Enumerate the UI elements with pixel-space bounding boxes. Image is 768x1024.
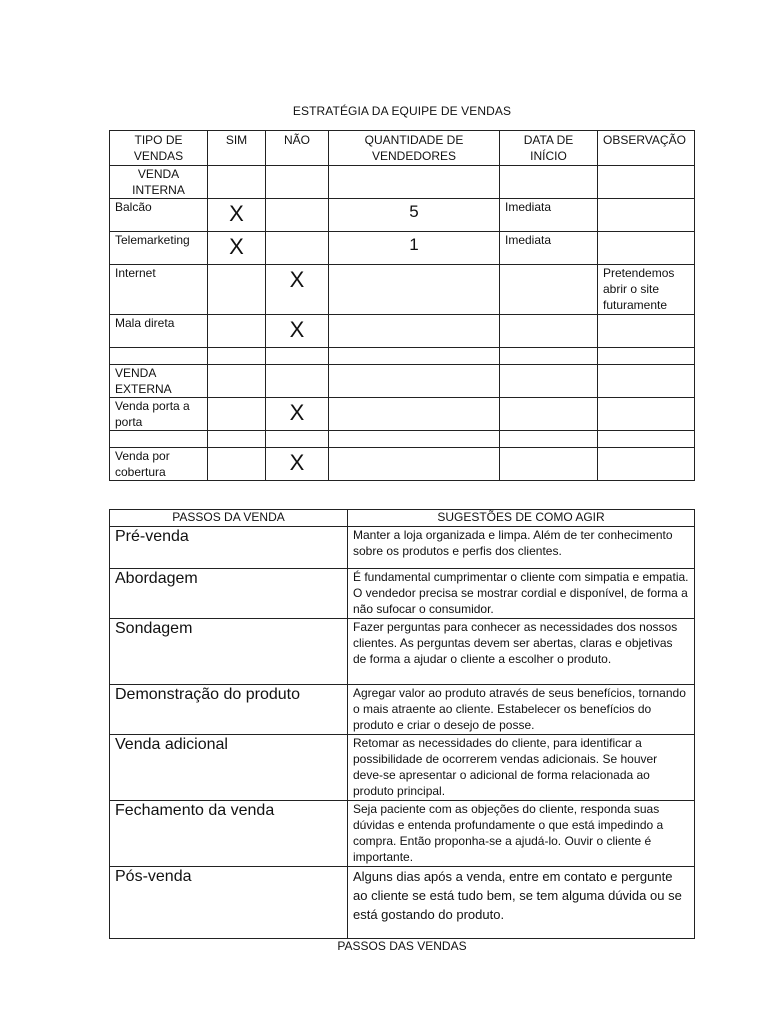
start-date-cell — [500, 315, 598, 348]
sale-type-cell: VENDA EXTERNA — [110, 365, 208, 398]
table-row — [110, 735, 695, 801]
start-date-cell: Imediata — [500, 199, 598, 232]
table-header-row — [110, 131, 695, 166]
table-cell — [266, 365, 329, 398]
step-name: Venda adicional — [110, 735, 348, 801]
table-cell — [208, 365, 266, 398]
no-mark: X — [266, 265, 329, 315]
yes-mark — [208, 265, 266, 315]
table-cell — [329, 348, 500, 365]
table-row-empty — [110, 348, 695, 365]
quantity-cell — [329, 315, 500, 348]
sale-type-cell: Venda porta a porta — [110, 398, 208, 431]
table-cell — [500, 431, 598, 448]
start-date-cell — [500, 265, 598, 315]
table-cell — [208, 166, 266, 199]
table-row — [110, 801, 695, 867]
observation-cell — [598, 315, 695, 348]
quantity-cell: 5 — [329, 199, 500, 232]
step-name: Fechamento da venda — [110, 801, 348, 867]
quantity-cell — [329, 398, 500, 431]
table-row-empty — [110, 431, 695, 448]
no-mark — [266, 232, 329, 265]
table-cell — [598, 365, 695, 398]
sales-steps-table — [109, 509, 695, 939]
step-suggestion: Manter a loja organizada e limpa. Além de ter conhecimento sobre os produtos e perfis dos clientes. — [348, 527, 695, 569]
table-cell — [208, 431, 266, 448]
table-cell — [598, 348, 695, 365]
sale-type-cell: Internet — [110, 265, 208, 315]
table-cell — [266, 431, 329, 448]
sale-type-cell: Balcão — [110, 199, 208, 232]
header-cell: PASSOS DA VENDA — [110, 510, 348, 527]
table-row — [110, 867, 695, 939]
yes-mark: X — [208, 199, 266, 232]
table-row — [110, 232, 695, 265]
quantity-cell — [329, 265, 500, 315]
table-caption: PASSOS DAS VENDAS — [337, 939, 467, 953]
quantity-cell: 1 — [329, 232, 500, 265]
table-cell — [500, 365, 598, 398]
document-title: ESTRATÉGIA DA EQUIPE DE VENDAS — [292, 104, 512, 118]
table-row — [110, 619, 695, 685]
table-cell — [329, 431, 500, 448]
header-cell: SIM — [208, 131, 266, 166]
yes-mark — [208, 315, 266, 348]
table-cell — [266, 348, 329, 365]
no-mark: X — [266, 448, 329, 481]
sale-type-cell: Venda por cobertura — [110, 448, 208, 481]
start-date-cell — [500, 398, 598, 431]
header-cell: SUGESTÕES DE COMO AGIR — [348, 510, 695, 527]
table-row — [110, 398, 695, 431]
table-cell — [110, 348, 208, 365]
table-row — [110, 448, 695, 481]
observation-cell — [598, 398, 695, 431]
table-cell — [110, 431, 208, 448]
table-row — [110, 685, 695, 735]
step-suggestion: Seja paciente com as objeções do cliente, responda suas dúvidas e entenda profundamente o que está impedindo a compra. Então proponha-se a ajudá-lo. Ouvir o cliente é importante. — [348, 801, 695, 867]
table-cell — [266, 166, 329, 199]
table-row — [110, 527, 695, 569]
table-row — [110, 265, 695, 315]
table-cell — [598, 431, 695, 448]
table-cell — [208, 348, 266, 365]
step-suggestion: Alguns dias após a venda, entre em contato e pergunte ao cliente se está tudo bem, se tem alguma dúvida ou se está gostando do produto. — [348, 867, 695, 939]
step-name: Pós-venda — [110, 867, 348, 939]
step-suggestion: Agregar valor ao produto através de seus benefícios, tornando o mais atraente ao cliente. Estabelecer os benefícios do produto e criar o desejo de posse. — [348, 685, 695, 735]
table-cell — [598, 166, 695, 199]
no-mark: X — [266, 315, 329, 348]
table-row — [110, 365, 695, 398]
table-cell — [329, 166, 500, 199]
sale-type-cell: VENDA INTERNA — [110, 166, 208, 199]
header-cell: OBSERVAÇÃO — [598, 131, 695, 166]
header-cell: QUANTIDADE DE VENDEDORES — [329, 131, 500, 166]
table-header-row — [110, 510, 695, 527]
table-row — [110, 199, 695, 232]
observation-cell — [598, 448, 695, 481]
yes-mark — [208, 398, 266, 431]
step-suggestion: É fundamental cumprimentar o cliente com simpatia e empatia. O vendedor precisa se mostrar cordial e disponível, de forma a não sufocar o consumidor. — [348, 569, 695, 619]
table-row — [110, 315, 695, 348]
observation-cell: Pretendemos abrir o site futuramente — [598, 265, 695, 315]
sales-strategy-table — [109, 130, 695, 481]
observation-cell — [598, 232, 695, 265]
header-cell: NÃO — [266, 131, 329, 166]
table-cell — [500, 166, 598, 199]
step-name: Sondagem — [110, 619, 348, 685]
quantity-cell — [329, 448, 500, 481]
step-suggestion: Retomar as necessidades do cliente, para identificar a possibilidade de ocorrerem vendas adicionais. Se houver deve-se apresentar o adicional de forma relacionada ao produto principal. — [348, 735, 695, 801]
header-cell: TIPO DE VENDAS — [110, 131, 208, 166]
no-mark: X — [266, 398, 329, 431]
step-name: Demonstração do produto — [110, 685, 348, 735]
table-row — [110, 569, 695, 619]
step-suggestion: Fazer perguntas para conhecer as necessidades dos nossos clientes. As perguntas devem ser abertas, claras e objetivas de forma a ajudar o cliente a escolher o produto. — [348, 619, 695, 685]
header-cell: DATA DE INÍCIO — [500, 131, 598, 166]
start-date-cell: Imediata — [500, 232, 598, 265]
start-date-cell — [500, 448, 598, 481]
yes-mark — [208, 448, 266, 481]
step-name: Abordagem — [110, 569, 348, 619]
table-row — [110, 166, 695, 199]
table-cell — [500, 348, 598, 365]
step-name: Pré-venda — [110, 527, 348, 569]
sale-type-cell: Mala direta — [110, 315, 208, 348]
sale-type-cell: Telemarketing — [110, 232, 208, 265]
table-cell — [329, 365, 500, 398]
no-mark — [266, 199, 329, 232]
yes-mark: X — [208, 232, 266, 265]
observation-cell — [598, 199, 695, 232]
